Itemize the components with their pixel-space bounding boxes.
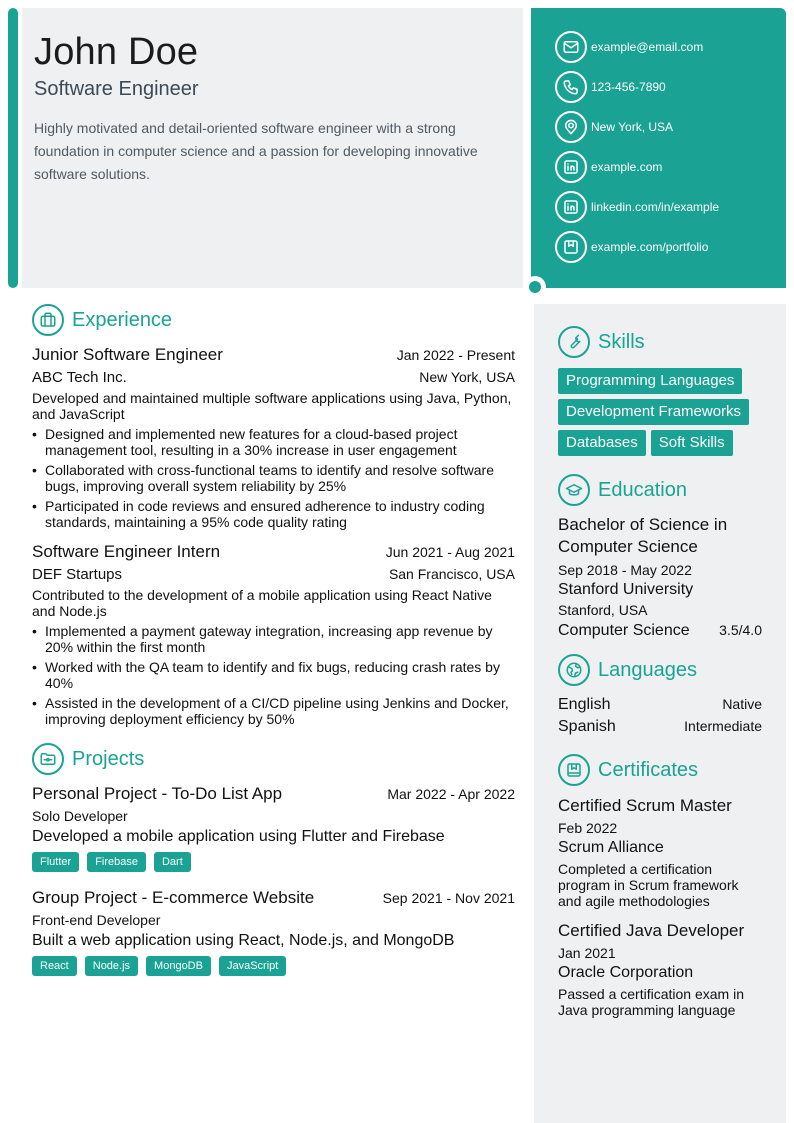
experience-heading xyxy=(32,304,515,336)
folder-icon xyxy=(32,743,64,775)
experience-location: San Francisco, USA xyxy=(388,566,515,582)
globe-icon xyxy=(558,654,590,686)
certificates-heading xyxy=(558,754,762,786)
education-date: Sep 2018 - May 2022 xyxy=(558,562,692,578)
certificate-icon xyxy=(558,754,590,786)
project-role: Front-end Developer xyxy=(32,912,161,928)
certificate-date: Feb 2022 xyxy=(558,820,618,836)
bullet-item: • Collaborated with cross-functional teams to identify and resolve software bugs, improving overall system reliability by 25% xyxy=(32,462,515,494)
language-level: Native xyxy=(722,696,762,712)
project-description: Built a web application using React, Node.js, and MongoDB xyxy=(32,932,455,949)
contact-location xyxy=(555,111,786,143)
projects-heading xyxy=(32,743,515,775)
bullet-item: • Assisted in the development of a CI/CD pipeline using Jenkins and Docker, improving deployment efficiency by 50% xyxy=(32,695,515,727)
job-title: Software Engineer xyxy=(34,78,199,100)
contact-text: New York, USA xyxy=(591,120,674,134)
project-tags xyxy=(32,956,515,976)
contact-email[interactable] xyxy=(555,31,786,63)
skill-badge: Databases xyxy=(558,430,646,456)
contact-linkedin[interactable] xyxy=(555,191,786,223)
section-title: Experience xyxy=(72,308,173,331)
section-title: Languages xyxy=(598,658,697,681)
tech-tag: JavaScript xyxy=(219,956,286,976)
project-title: Group Project - E-commerce Website xyxy=(32,888,315,907)
portfolio-icon xyxy=(555,231,587,263)
education-degree: Bachelor of Science in Computer Science xyxy=(558,515,728,556)
sidebar-column xyxy=(534,304,786,1123)
bullet-item: • Participated in code reviews and ensured adherence to industry coding standards, maintaining a 95% code quality rating xyxy=(32,498,515,530)
experience-description: Contributed to the development of a mobile application using React Native and Node.js xyxy=(32,587,492,619)
project-tags xyxy=(32,852,515,872)
certificate-title: Certified Java Developer xyxy=(558,921,745,940)
certificate-description: Completed a certification program in Scrum framework and agile methodologies xyxy=(558,861,739,909)
bullet-item: • Designed and implemented new features for a cloud-based project management tool, resulting in a 30% increase in user engagement xyxy=(32,426,515,458)
accent-bar xyxy=(8,8,18,288)
education-field: Computer Science xyxy=(558,622,690,639)
education-heading xyxy=(558,474,762,506)
skill-badge: Soft Skills xyxy=(651,430,733,456)
language-row xyxy=(558,718,762,736)
contact-text: 123-456-7890 xyxy=(591,80,666,94)
experience-description: Developed and maintained multiple software applications using Java, Python, and JavaScript xyxy=(32,390,512,422)
graduation-cap-icon xyxy=(558,474,590,506)
project-date: Sep 2021 - Nov 2021 xyxy=(382,890,515,906)
language-name: English xyxy=(558,696,611,713)
email-icon xyxy=(555,31,587,63)
experience-bullets xyxy=(32,623,515,727)
person-name: John Doe xyxy=(34,31,199,73)
linkedin-icon xyxy=(555,191,587,223)
summary: Highly motivated and detail-oriented software engineer with a strong foundation in computer science and a passion for developing innovative software solutions. xyxy=(34,120,478,182)
contact-portfolio[interactable] xyxy=(555,231,786,263)
contact-text: example@email.com xyxy=(591,40,704,54)
education-location: Stanford, USA xyxy=(558,602,648,618)
phone-icon xyxy=(555,71,587,103)
tech-tag: Node.js xyxy=(85,956,138,976)
project-role: Solo Developer xyxy=(32,808,128,824)
contact-text: linkedin.com/in/example xyxy=(591,200,720,214)
divider-dot xyxy=(524,276,546,298)
project-item xyxy=(32,888,515,976)
education-school: Stanford University xyxy=(558,581,694,598)
certificate-date: Jan 2021 xyxy=(558,945,616,961)
section-title: Projects xyxy=(72,747,145,770)
section-title: Education xyxy=(598,478,687,501)
tech-tag: MongoDB xyxy=(146,956,211,976)
skill-badge: Development Frameworks xyxy=(558,399,749,425)
language-row xyxy=(558,696,762,714)
tech-tag: Dart xyxy=(154,852,191,872)
experience-company: DEF Startups xyxy=(32,566,123,583)
certificate-issuer: Oracle Corporation xyxy=(558,964,694,981)
tech-tag: React xyxy=(32,956,77,976)
project-item xyxy=(32,784,515,872)
section-title: Certificates xyxy=(598,758,699,781)
bullet-item: • Worked with the QA team to identify and fix bugs, reducing crash rates by 40% xyxy=(32,659,515,691)
education-field-row xyxy=(558,622,762,640)
experience-item xyxy=(32,542,515,727)
skill-badge: Programming Languages xyxy=(558,368,742,394)
experience-bullets xyxy=(32,426,515,530)
linkedin-icon xyxy=(555,151,587,183)
location-icon xyxy=(555,111,587,143)
experience-date: Jan 2022 - Present xyxy=(396,347,515,363)
skills-list xyxy=(558,368,768,456)
wrench-icon xyxy=(558,326,590,358)
certificate-title: Certified Scrum Master xyxy=(558,796,732,815)
experience-company: ABC Tech Inc. xyxy=(32,369,127,386)
contact-panel xyxy=(531,8,786,288)
contact-text: example.com/portfolio xyxy=(591,240,709,254)
contact-phone[interactable] xyxy=(555,71,786,103)
certificate-issuer: Scrum Alliance xyxy=(558,839,664,856)
bullet-item: • Implemented a payment gateway integration, increasing app revenue by 20% within the first month xyxy=(32,623,515,655)
tech-tag: Firebase xyxy=(87,852,146,872)
experience-date: Jun 2021 - Aug 2021 xyxy=(385,544,515,560)
certificate-description: Passed a certification exam in Java programming language xyxy=(558,986,744,1018)
experience-title: Junior Software Engineer xyxy=(32,345,223,364)
experience-location: New York, USA xyxy=(419,369,515,385)
certificate-item xyxy=(558,796,762,909)
tech-tag: Flutter xyxy=(32,852,79,872)
contact-text: example.com xyxy=(591,160,663,174)
section-title: Skills xyxy=(598,330,645,353)
education-gpa: 3.5/4.0 xyxy=(719,622,762,638)
experience-item xyxy=(32,345,515,530)
certificate-item xyxy=(558,921,762,1018)
experience-title: Software Engineer Intern xyxy=(32,542,221,561)
briefcase-icon xyxy=(32,304,64,336)
language-level: Intermediate xyxy=(684,718,762,734)
contact-website[interactable] xyxy=(555,151,786,183)
languages-heading xyxy=(558,654,762,686)
project-title: Personal Project - To-Do List App xyxy=(32,784,283,803)
project-description: Developed a mobile application using Flutter and Firebase xyxy=(32,828,445,845)
main-column xyxy=(32,304,515,976)
language-name: Spanish xyxy=(558,718,616,735)
project-date: Mar 2022 - Apr 2022 xyxy=(387,786,515,802)
header-panel xyxy=(22,8,523,288)
skills-heading xyxy=(558,326,762,358)
